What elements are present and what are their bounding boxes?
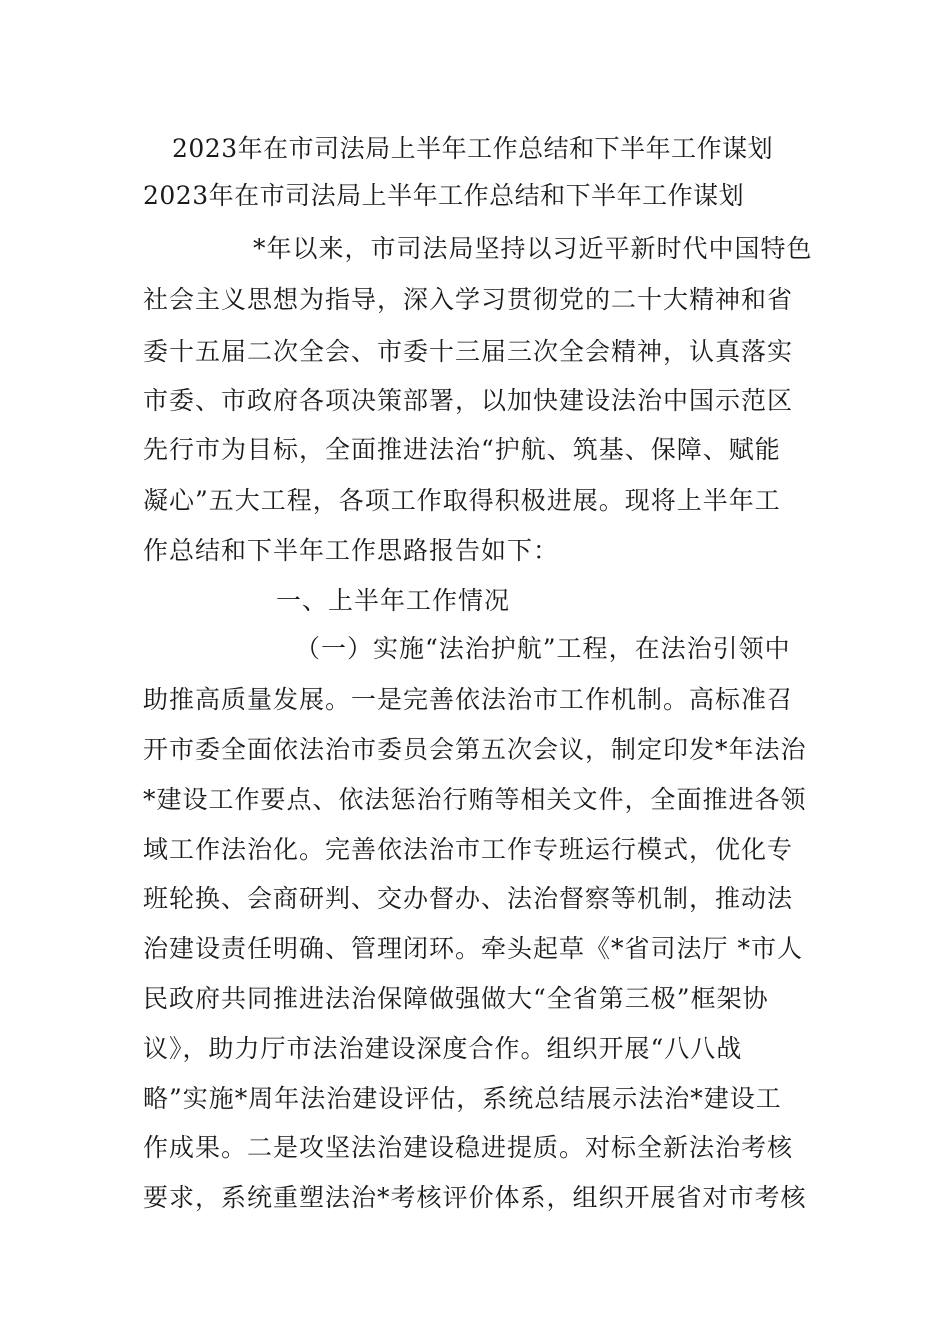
intro-line: 先行市为目标，全面推进法治“护航、筑基、保障、赋能: [143, 435, 781, 464]
document-title: 2023年在市司法局上半年工作总结和下半年工作谋划: [172, 134, 774, 163]
body-line: 助推高质量发展。一是完善依法治市工作机制。高标准召: [143, 685, 794, 714]
body-line: （一）实施“法治护航”工程，在法治引领中: [295, 634, 791, 663]
body-line: 开市委全面依法治市委员会第五次会议，制定印发*年法治: [143, 735, 807, 764]
body-line: *建设工作要点、依法惩治行贿等相关文件，全面推进各领: [143, 785, 807, 814]
body-line: 略”实施*周年法治建设评估，系统总结展示法治*建设工: [143, 1084, 782, 1113]
intro-line: 凝心”五大工程，各项工作取得积极进展。现将上半年工: [143, 486, 781, 515]
body-line: 域工作法治化。完善依法治市工作专班运行模式，优化专: [143, 835, 794, 864]
body-line: 民政府共同推进法治保障做强做大“全省第三极”框架协: [143, 984, 769, 1013]
body-line: 作成果。二是攻坚法治建设稳进提质。对标全新法治考核: [143, 1133, 794, 1162]
intro-line: 市委、市政府各项决策部署，以加快建设法治中国示范区: [143, 386, 794, 415]
intro-line: 社会主义思想为指导，深入学习贯彻党的二十大精神和省: [143, 285, 794, 314]
body-line: 议》，助力厅市法治建设深度合作。组织开展“八八战: [143, 1034, 743, 1063]
body-line: 要求，系统重塑法治*考核评价体系，组织开展省对市考核: [143, 1183, 807, 1212]
intro-line: 委十五届二次全会、市委十三届三次全会精神，认真落实: [143, 337, 794, 366]
document-title-repeat: 2023年在市司法局上半年工作总结和下半年工作谋划: [143, 181, 745, 210]
intro-line: 作总结和下半年工作思路报告如下：: [143, 536, 560, 565]
body-line: 治建设责任明确、管理闭环。牵头起草《*省司法厅 *市人: [143, 934, 803, 963]
body-line: 班轮换、会商研判、交办督办、法治督察等机制，推动法: [143, 884, 794, 913]
section-heading: 一、上半年工作情况: [276, 586, 511, 615]
intro-line: *年以来，市司法局坚持以习近平新时代中国特色: [253, 234, 813, 263]
